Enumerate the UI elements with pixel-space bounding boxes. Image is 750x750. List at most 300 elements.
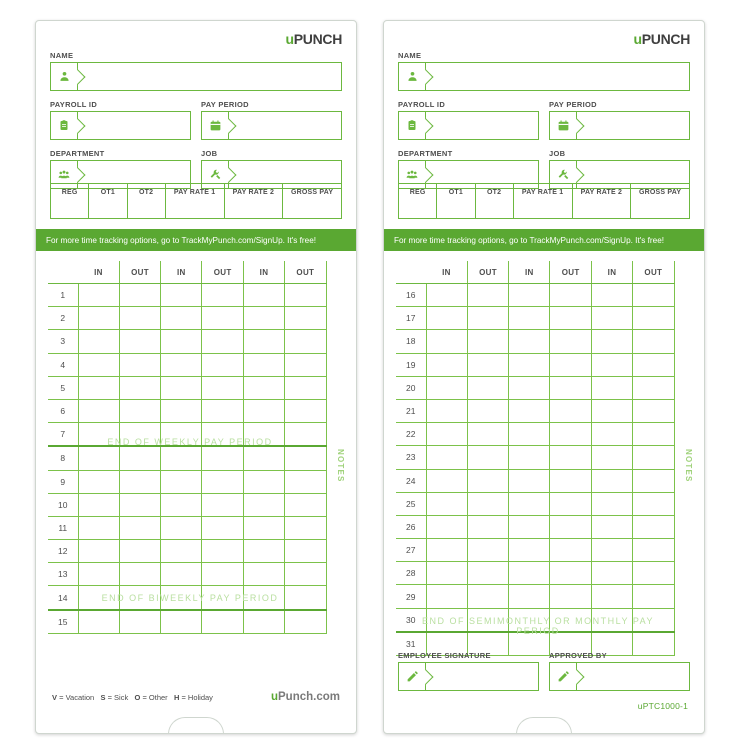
row-number: 24	[396, 469, 426, 492]
punch-cell[interactable]	[243, 307, 284, 330]
notes-cell[interactable]	[674, 399, 692, 422]
punch-cell[interactable]	[550, 353, 591, 376]
table-row	[48, 540, 344, 563]
pay-header-rate2-right: PAY RATE 2	[573, 184, 632, 218]
row-number: 9	[48, 470, 78, 493]
punch-cell[interactable]	[78, 353, 119, 376]
punch-cell[interactable]	[509, 353, 550, 376]
name-field-right[interactable]	[398, 51, 690, 91]
notes-cell[interactable]	[674, 376, 692, 399]
notes-cell[interactable]	[326, 610, 344, 634]
punch-cell[interactable]	[119, 470, 160, 493]
table-row	[48, 284, 344, 307]
punch-cell[interactable]	[119, 307, 160, 330]
pay-summary-table-left	[50, 183, 342, 219]
punch-cell[interactable]	[633, 307, 674, 330]
table-row	[48, 446, 344, 470]
punch-cell[interactable]	[78, 399, 119, 422]
punch-cell[interactable]	[591, 492, 632, 515]
punch-cell[interactable]	[509, 284, 550, 307]
punch-cell[interactable]	[78, 586, 119, 610]
notes-cell[interactable]	[326, 516, 344, 539]
punch-cell[interactable]	[426, 423, 467, 446]
punch-cell[interactable]	[426, 585, 467, 608]
punch-cell[interactable]	[633, 376, 674, 399]
punch-cell[interactable]	[243, 376, 284, 399]
punch-cell[interactable]	[591, 585, 632, 608]
table-row	[396, 492, 692, 515]
punch-cell[interactable]	[509, 585, 550, 608]
punch-cell[interactable]	[285, 586, 326, 610]
punch-cell[interactable]	[161, 399, 202, 422]
punch-cell[interactable]	[243, 284, 284, 307]
legend-left	[36, 691, 356, 703]
badge-icon	[51, 112, 78, 139]
punch-cell[interactable]	[285, 376, 326, 399]
punch-cell[interactable]	[119, 563, 160, 586]
payroll-id-field[interactable]	[50, 100, 191, 140]
row-number: 2	[48, 307, 78, 330]
punch-cell[interactable]	[285, 307, 326, 330]
punch-cell[interactable]	[633, 284, 674, 307]
row-number: 13	[48, 563, 78, 586]
punch-cell[interactable]	[78, 423, 119, 447]
punch-cell[interactable]	[509, 562, 550, 585]
table-row	[396, 585, 692, 608]
punch-cell[interactable]	[243, 540, 284, 563]
punch-cell[interactable]	[119, 540, 160, 563]
notes-cell[interactable]	[326, 493, 344, 516]
punch-cell[interactable]	[285, 284, 326, 307]
punch-cell[interactable]	[243, 399, 284, 422]
notes-cell[interactable]	[674, 330, 692, 353]
punch-cell[interactable]	[202, 516, 243, 539]
punch-cell[interactable]	[633, 562, 674, 585]
punch-cell[interactable]	[161, 423, 202, 447]
upunch-logo	[285, 31, 342, 47]
punch-cell[interactable]	[467, 376, 508, 399]
person-icon	[51, 63, 78, 90]
punch-cell[interactable]	[550, 399, 591, 422]
punch-cell[interactable]	[591, 539, 632, 562]
punch-cell[interactable]	[202, 353, 243, 376]
pay-period-field-right[interactable]	[549, 100, 690, 140]
punch-cell[interactable]	[202, 376, 243, 399]
punch-cell[interactable]	[509, 539, 550, 562]
row-number: 11	[48, 516, 78, 539]
notes-cell[interactable]	[326, 540, 344, 563]
punch-cell[interactable]	[243, 586, 284, 610]
punch-cell[interactable]	[633, 423, 674, 446]
punch-cell[interactable]	[161, 470, 202, 493]
pay-period-field[interactable]	[201, 100, 342, 140]
punch-cell[interactable]	[633, 539, 674, 562]
notes-cell[interactable]	[326, 399, 344, 422]
punch-cell[interactable]	[591, 562, 632, 585]
punch-cell[interactable]	[426, 492, 467, 515]
punch-cell[interactable]	[285, 330, 326, 353]
punch-cell[interactable]	[285, 540, 326, 563]
punch-cell[interactable]	[467, 492, 508, 515]
pay-header-ot2: OT2	[128, 184, 166, 218]
grid-header-in-3-right: IN	[591, 261, 632, 284]
pay-period-label-right: PAY PERIOD	[549, 100, 597, 109]
legend-keys	[52, 693, 213, 702]
punch-cell[interactable]	[202, 446, 243, 470]
punch-cell[interactable]	[78, 376, 119, 399]
row-number: 3	[48, 330, 78, 353]
notes-cell[interactable]	[674, 284, 692, 307]
punch-cell[interactable]	[78, 563, 119, 586]
punch-cell[interactable]	[550, 562, 591, 585]
name-input[interactable]	[50, 62, 342, 91]
table-row	[396, 562, 692, 585]
grid-header-in-1-right: IN	[426, 261, 467, 284]
row-number: 6	[48, 399, 78, 422]
punch-cell[interactable]	[243, 493, 284, 516]
legend-s-text: = Sick	[107, 692, 129, 702]
grid-header-in-2: IN	[161, 261, 202, 284]
punch-cell[interactable]	[285, 563, 326, 586]
punch-cell[interactable]	[426, 376, 467, 399]
punch-cell[interactable]	[285, 423, 326, 447]
punch-cell[interactable]	[509, 399, 550, 422]
punch-cell[interactable]	[243, 423, 284, 447]
notes-cell[interactable]	[326, 563, 344, 586]
punch-cell[interactable]	[119, 423, 160, 447]
punch-cell[interactable]	[509, 469, 550, 492]
punch-cell[interactable]	[633, 515, 674, 538]
punch-cell[interactable]	[633, 492, 674, 515]
payroll-id-input[interactable]	[50, 111, 191, 140]
notes-cell[interactable]	[326, 586, 344, 610]
punch-cell[interactable]	[426, 446, 467, 469]
punch-cell[interactable]	[550, 307, 591, 330]
punch-cell[interactable]	[202, 330, 243, 353]
punch-cell[interactable]	[550, 492, 591, 515]
notes-cell[interactable]	[326, 353, 344, 376]
punch-cell[interactable]	[467, 307, 508, 330]
name-row	[50, 51, 342, 91]
punch-cell[interactable]	[119, 610, 160, 634]
punch-cell[interactable]	[161, 376, 202, 399]
punch-cell[interactable]	[243, 516, 284, 539]
pen-icon-approved	[550, 663, 577, 690]
punch-cell[interactable]	[78, 307, 119, 330]
punch-cell[interactable]	[202, 563, 243, 586]
punch-cell[interactable]	[119, 516, 160, 539]
pay-period-input-right[interactable]	[549, 111, 690, 140]
punch-cell[interactable]	[285, 493, 326, 516]
payroll-id-field-right[interactable]	[398, 100, 539, 140]
punch-table-right	[396, 261, 692, 656]
punch-cell[interactable]	[78, 516, 119, 539]
notes-cell[interactable]	[674, 515, 692, 538]
punch-cell[interactable]	[509, 376, 550, 399]
pay-header-ot1-right: OT1	[437, 184, 475, 218]
payroll-id-label: PAYROLL ID	[50, 100, 98, 109]
upunch-logo-right	[633, 31, 690, 47]
payroll-row	[50, 100, 342, 140]
punch-cell[interactable]	[509, 515, 550, 538]
punch-cell[interactable]	[78, 470, 119, 493]
notes-cell[interactable]	[674, 353, 692, 376]
table-row	[396, 469, 692, 492]
employee-signature-input[interactable]	[398, 662, 539, 691]
upunch-website	[271, 691, 340, 703]
notes-label-left: NOTES	[336, 449, 345, 483]
punch-cell[interactable]	[119, 330, 160, 353]
table-row	[48, 353, 344, 376]
punch-cell[interactable]	[467, 330, 508, 353]
website-rest: Punch.com	[278, 691, 340, 703]
punch-cell[interactable]	[119, 284, 160, 307]
grid-corner-right	[396, 261, 426, 284]
punch-cell[interactable]	[202, 586, 243, 610]
punch-cell[interactable]	[202, 493, 243, 516]
punch-cell[interactable]	[285, 516, 326, 539]
punch-cell[interactable]	[550, 284, 591, 307]
punch-cell[interactable]	[202, 423, 243, 447]
name-input-right[interactable]	[398, 62, 690, 91]
punch-cell[interactable]	[467, 562, 508, 585]
promo-text: For more time tracking options, go to TrackMyPunch.com/SignUp. It's free!	[46, 235, 317, 245]
punch-cell[interactable]	[161, 330, 202, 353]
pay-period-tab-right	[576, 111, 586, 140]
punch-cell[interactable]	[591, 608, 632, 632]
punch-cell[interactable]	[550, 469, 591, 492]
punch-cell[interactable]	[509, 446, 550, 469]
punch-cell[interactable]	[591, 469, 632, 492]
punch-cell[interactable]	[550, 515, 591, 538]
notes-cell[interactable]	[674, 562, 692, 585]
punch-cell[interactable]	[467, 353, 508, 376]
punch-cell[interactable]	[285, 353, 326, 376]
table-row	[48, 399, 344, 422]
punch-cell[interactable]	[550, 446, 591, 469]
row-number: 21	[396, 399, 426, 422]
punch-cell[interactable]	[550, 585, 591, 608]
punch-cell[interactable]	[467, 469, 508, 492]
notes-cell[interactable]	[674, 492, 692, 515]
punch-cell[interactable]	[78, 284, 119, 307]
punch-cell[interactable]	[119, 493, 160, 516]
legend-h-key: H	[173, 692, 180, 702]
punch-cell[interactable]	[161, 563, 202, 586]
promo-text-right: For more time tracking options, go to TrackMyPunch.com/SignUp. It's free!	[394, 235, 665, 245]
punch-cell[interactable]	[243, 470, 284, 493]
punch-cell[interactable]	[426, 284, 467, 307]
punch-cell[interactable]	[550, 423, 591, 446]
punch-cell[interactable]	[426, 307, 467, 330]
punch-cell[interactable]	[591, 423, 632, 446]
row-number: 8	[48, 446, 78, 470]
legend-v-key: V	[52, 692, 58, 702]
punch-cell[interactable]	[633, 469, 674, 492]
punch-cell[interactable]	[550, 376, 591, 399]
row-number: 12	[48, 540, 78, 563]
approved-by-field[interactable]	[549, 651, 690, 691]
notes-cell[interactable]	[326, 284, 344, 307]
table-row	[48, 516, 344, 539]
row-number: 7	[48, 423, 78, 447]
punch-cell[interactable]	[161, 446, 202, 470]
punch-cell[interactable]	[161, 516, 202, 539]
punch-cell[interactable]	[119, 586, 160, 610]
punch-cell[interactable]	[591, 284, 632, 307]
punch-cell[interactable]	[633, 446, 674, 469]
punch-cell[interactable]	[78, 540, 119, 563]
punch-cell[interactable]	[633, 608, 674, 632]
punch-cell[interactable]	[633, 585, 674, 608]
legend-o-key: O	[134, 692, 141, 702]
employee-signature-field[interactable]	[398, 651, 539, 691]
punch-cell[interactable]	[550, 330, 591, 353]
notes-cell[interactable]	[326, 330, 344, 353]
punch-cell[interactable]	[426, 399, 467, 422]
punch-cell[interactable]	[509, 423, 550, 446]
punch-cell[interactable]	[509, 307, 550, 330]
punch-cell[interactable]	[285, 446, 326, 470]
table-row	[48, 493, 344, 516]
notes-cell[interactable]	[674, 608, 692, 632]
notes-cell[interactable]	[674, 585, 692, 608]
punch-cell[interactable]	[467, 585, 508, 608]
punch-cell[interactable]	[202, 540, 243, 563]
punch-cell[interactable]	[78, 446, 119, 470]
punch-cell[interactable]	[467, 399, 508, 422]
punch-cell[interactable]	[119, 376, 160, 399]
punch-cell[interactable]	[591, 376, 632, 399]
punch-cell[interactable]	[243, 610, 284, 634]
punch-cell[interactable]	[78, 330, 119, 353]
pay-header-reg-right: REG	[399, 184, 437, 218]
punch-cell[interactable]	[550, 608, 591, 632]
name-field[interactable]	[50, 51, 342, 91]
end-of-semimonthly-label: END OF SEMIMONTHLY OR MONTHLY PAY PERIOD	[421, 616, 655, 636]
row-number: 19	[396, 353, 426, 376]
punch-cell[interactable]	[119, 446, 160, 470]
punch-cell[interactable]	[509, 608, 550, 632]
punch-cell[interactable]	[633, 330, 674, 353]
payroll-id-input-right[interactable]	[398, 111, 539, 140]
punch-cell[interactable]	[161, 493, 202, 516]
notes-cell[interactable]	[326, 423, 344, 447]
notes-cell[interactable]	[674, 423, 692, 446]
notes-cell[interactable]	[674, 539, 692, 562]
punch-cell[interactable]	[467, 515, 508, 538]
punch-cell[interactable]	[426, 515, 467, 538]
punch-cell[interactable]	[509, 492, 550, 515]
punch-cell[interactable]	[633, 353, 674, 376]
calendar-icon-right	[550, 112, 577, 139]
grid-header-out-3: OUT	[285, 261, 326, 284]
pay-period-label: PAY PERIOD	[201, 100, 249, 109]
punch-cell[interactable]	[202, 307, 243, 330]
grid-header-out-2-right: OUT	[550, 261, 591, 284]
punch-cell[interactable]	[243, 446, 284, 470]
table-row	[396, 399, 692, 422]
punch-cell[interactable]	[591, 307, 632, 330]
punch-cell[interactable]	[426, 353, 467, 376]
punch-cell[interactable]	[285, 610, 326, 634]
punch-cell[interactable]	[202, 399, 243, 422]
punch-cell[interactable]	[591, 330, 632, 353]
punch-cell[interactable]	[78, 610, 119, 634]
punch-cell[interactable]	[591, 399, 632, 422]
approved-by-input[interactable]	[549, 662, 690, 691]
website-u: u	[270, 691, 279, 703]
punch-cell[interactable]	[243, 563, 284, 586]
timecard-front	[35, 20, 357, 734]
punch-cell[interactable]	[161, 284, 202, 307]
notes-cell[interactable]	[674, 307, 692, 330]
grid-header-out-1-right: OUT	[467, 261, 508, 284]
punch-rows-left	[48, 284, 344, 634]
table-row	[396, 446, 692, 469]
punch-cell[interactable]	[633, 399, 674, 422]
punch-cell[interactable]	[591, 515, 632, 538]
punch-cell[interactable]	[550, 539, 591, 562]
pay-period-input[interactable]	[201, 111, 342, 140]
punch-cell[interactable]	[202, 610, 243, 634]
punch-cell[interactable]	[591, 446, 632, 469]
punch-grid-left	[48, 261, 344, 733]
grid-header-in-3: IN	[243, 261, 284, 284]
punch-cell[interactable]	[161, 540, 202, 563]
row-number: 26	[396, 515, 426, 538]
punch-cell[interactable]	[467, 284, 508, 307]
punch-cell[interactable]	[243, 330, 284, 353]
punch-cell[interactable]	[467, 539, 508, 562]
punch-rows-right	[396, 284, 692, 656]
punch-cell[interactable]	[202, 470, 243, 493]
punch-cell[interactable]	[591, 353, 632, 376]
table-row	[396, 539, 692, 562]
punch-cell[interactable]	[467, 446, 508, 469]
punch-cell[interactable]	[243, 353, 284, 376]
notes-cell[interactable]	[326, 376, 344, 399]
calendar-icon	[202, 112, 229, 139]
punch-cell[interactable]	[161, 353, 202, 376]
punch-cell[interactable]	[161, 586, 202, 610]
row-number: 10	[48, 493, 78, 516]
table-row	[396, 376, 692, 399]
punch-cell[interactable]	[426, 608, 467, 632]
punch-cell[interactable]	[119, 353, 160, 376]
punch-cell[interactable]	[426, 539, 467, 562]
table-row	[48, 307, 344, 330]
row-number: 18	[396, 330, 426, 353]
punch-cell[interactable]	[161, 610, 202, 634]
punch-cell[interactable]	[426, 562, 467, 585]
punch-cell[interactable]	[78, 493, 119, 516]
punch-cell[interactable]	[467, 423, 508, 446]
punch-cell[interactable]	[285, 399, 326, 422]
punch-cell[interactable]	[509, 330, 550, 353]
notes-cell[interactable]	[326, 307, 344, 330]
punch-cell[interactable]	[426, 330, 467, 353]
punch-cell[interactable]	[202, 284, 243, 307]
punch-cell[interactable]	[467, 608, 508, 632]
pay-header-rate2: PAY RATE 2	[225, 184, 284, 218]
punch-cell[interactable]	[119, 399, 160, 422]
punch-cell[interactable]	[161, 307, 202, 330]
row-number: 22	[396, 423, 426, 446]
name-tab-right	[425, 62, 435, 91]
punch-cell[interactable]	[285, 470, 326, 493]
punch-cell[interactable]	[426, 469, 467, 492]
